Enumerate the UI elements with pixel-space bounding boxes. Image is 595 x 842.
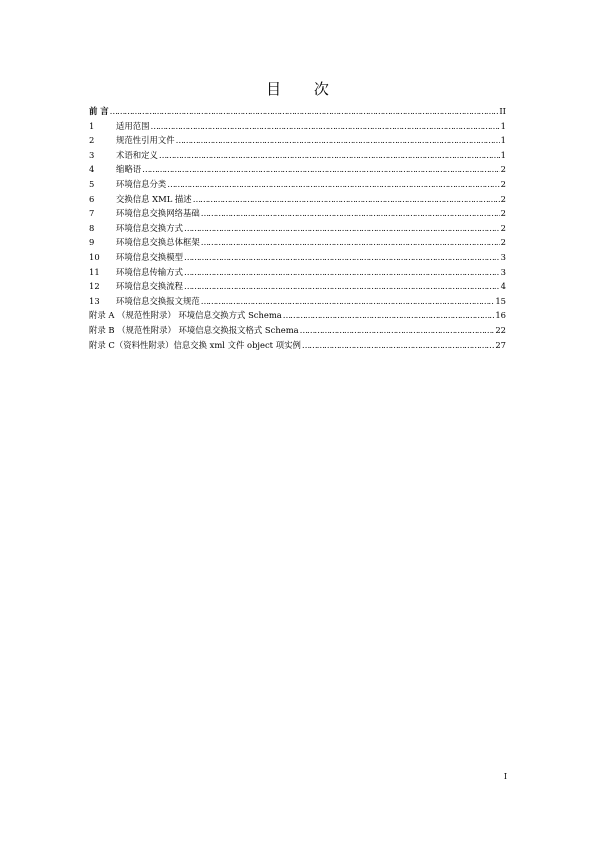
toc-entry[interactable] — [89, 250, 506, 265]
page-number: I — [503, 772, 507, 781]
toc-entry-number: 8 — [89, 222, 95, 233]
toc-leader-dots — [201, 235, 500, 250]
toc-entry-number: 1 — [89, 120, 95, 131]
toc-entry[interactable] — [89, 235, 506, 250]
toc-entry[interactable] — [89, 206, 506, 221]
toc-leader-dots — [201, 294, 495, 309]
toc-entry-number: 2 — [89, 135, 95, 146]
toc-entry-page: 2 — [500, 164, 506, 175]
toc-leader-dots — [184, 221, 500, 236]
toc-entry-number: 10 — [89, 251, 100, 262]
toc-entry[interactable] — [89, 177, 506, 192]
toc-entry-page: 27 — [495, 339, 506, 350]
toc-entry-title: 环境信息交换网络基础 — [116, 208, 200, 219]
toc-leader-dots — [302, 338, 495, 353]
toc-entry-title: 附录 C（资料性附录）信息交换 xml 文件 object 项实例 — [89, 339, 301, 350]
toc-entry-page: 4 — [500, 281, 506, 292]
toc-entry-page: 1 — [500, 120, 506, 131]
toc-entry-title: 附录 A （规范性附录） 环境信息交换方式 Schema — [89, 310, 282, 321]
toc-entry-number: 11 — [89, 266, 100, 277]
toc-entry-number: 3 — [89, 149, 95, 160]
toc-entry[interactable] — [89, 119, 506, 134]
toc-leader-dots — [184, 279, 500, 294]
toc-leader-dots — [110, 104, 499, 119]
toc-entry-title: 环境信息交换流程 — [116, 281, 183, 292]
toc-entry[interactable] — [89, 104, 506, 119]
toc-entry[interactable] — [89, 323, 506, 338]
toc-entry-title: 附录 B （规范性附录） 环境信息交换报文格式 Schema — [89, 324, 299, 335]
toc-entry-page: II — [499, 106, 506, 116]
toc-entry[interactable] — [89, 265, 506, 280]
toc-leader-dots — [142, 162, 500, 177]
toc-leader-dots — [159, 148, 500, 163]
toc-entry-number: 4 — [89, 164, 95, 175]
toc-entry-number: 9 — [89, 237, 95, 248]
toc-entry-title: 环境信息传输方式 — [116, 266, 183, 277]
toc-leader-dots — [300, 323, 495, 338]
toc-entry-number: 13 — [89, 295, 100, 306]
toc-leader-dots — [201, 206, 500, 221]
toc-leader-dots — [176, 133, 500, 148]
toc-leader-dots — [167, 177, 499, 192]
toc-entry-number: 7 — [89, 208, 95, 219]
toc-entry[interactable] — [89, 162, 506, 177]
toc-entry-page: 1 — [500, 149, 506, 160]
toc-leader-dots — [184, 265, 500, 280]
toc-entry-page: 2 — [500, 208, 506, 219]
toc-entry-title: 前 言 — [89, 106, 109, 116]
toc-entry-title: 环境信息分类 — [116, 178, 167, 189]
toc-entry[interactable] — [89, 279, 506, 294]
toc-entry-page: 3 — [500, 266, 506, 277]
toc-entry[interactable] — [89, 148, 506, 163]
toc-entry-number: 5 — [89, 178, 95, 189]
toc-entry[interactable] — [89, 221, 506, 236]
toc-entry-title: 术语和定义 — [116, 149, 158, 160]
toc-entry-title: 缩略语 — [116, 164, 142, 175]
toc-leader-dots — [184, 250, 500, 265]
toc-entry-number: 6 — [89, 193, 95, 204]
toc-entry[interactable] — [89, 133, 506, 148]
toc-leader-dots — [151, 119, 500, 134]
table-of-contents — [89, 104, 506, 352]
toc-entry-page: 15 — [495, 295, 506, 306]
toc-entry-page: 22 — [495, 324, 506, 335]
toc-entry-title: 规范性引用文件 — [116, 135, 175, 146]
toc-entry[interactable] — [89, 308, 506, 323]
page-title: 目 次 — [266, 80, 343, 98]
toc-entry-title: 环境信息交换模型 — [116, 251, 183, 262]
toc-entry-page: 3 — [500, 251, 506, 262]
toc-entry-page: 16 — [495, 310, 506, 321]
toc-entry[interactable] — [89, 192, 506, 207]
toc-entry-page: 2 — [500, 222, 506, 233]
toc-entry[interactable] — [89, 338, 506, 353]
toc-entry-page: 2 — [500, 237, 506, 248]
toc-entry-title: 环境信息交换总体框架 — [116, 237, 200, 248]
toc-leader-dots — [283, 308, 495, 323]
toc-entry-number: 12 — [89, 281, 100, 292]
toc-entry-title: 交换信息 XML 描述 — [116, 193, 192, 204]
toc-entry-page: 2 — [500, 193, 506, 204]
toc-entry-title: 适用范围 — [116, 120, 150, 131]
toc-entry[interactable] — [89, 294, 506, 309]
toc-entry-page: 2 — [500, 178, 506, 189]
toc-leader-dots — [193, 192, 500, 207]
toc-entry-title: 环境信息交换方式 — [116, 222, 183, 233]
toc-entry-page: 1 — [500, 135, 506, 146]
toc-entry-title: 环境信息交换报文规范 — [116, 295, 200, 306]
